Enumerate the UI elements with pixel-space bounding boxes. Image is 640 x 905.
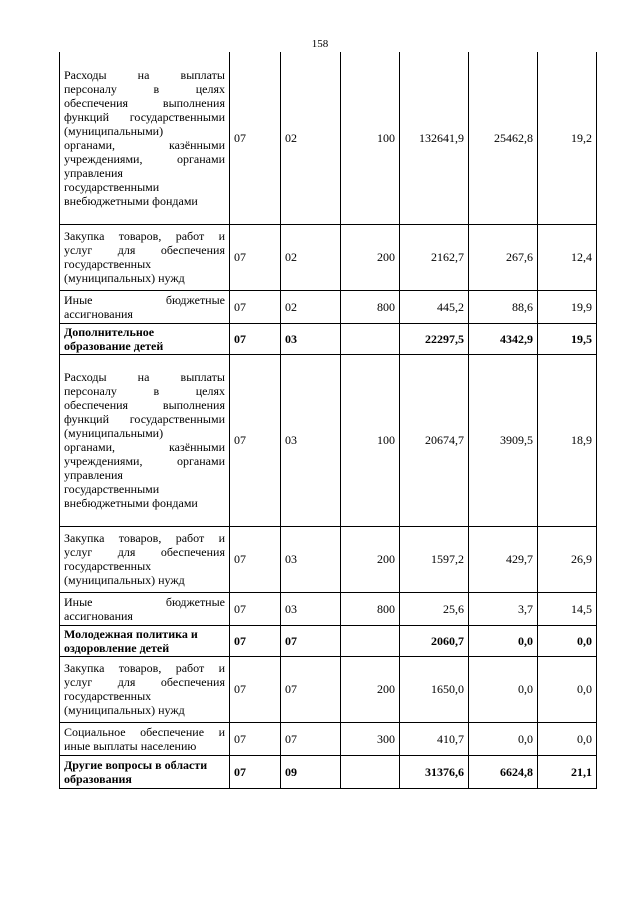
row-name-line: Социальное обеспечение и — [64, 724, 225, 739]
row-name-line: (муниципальных) нужд — [64, 703, 185, 717]
row-name-line: обеспечения выполнения — [64, 95, 225, 110]
row-name-line: персоналу в целях — [64, 81, 225, 96]
row-name-line: Расходы на выплаты — [64, 67, 225, 82]
expense-type-code: 800 — [341, 290, 400, 323]
actual-amount: 25462,8 — [469, 52, 538, 224]
expense-type-code — [341, 755, 400, 788]
table-row — [60, 323, 597, 354]
percent-complete: 0,0 — [538, 656, 597, 722]
row-name-line: государственных — [64, 257, 152, 271]
plan-amount: 1597,2 — [400, 526, 469, 592]
budget-table — [59, 52, 597, 789]
row-name-line: государственных — [64, 559, 152, 573]
subsection-code: 07 — [281, 656, 341, 722]
percent-complete: 21,1 — [538, 755, 597, 788]
table-row — [60, 592, 597, 625]
table-row — [60, 722, 597, 755]
expense-type-code: 100 — [341, 354, 400, 526]
budget-table-body — [60, 52, 597, 788]
section-code: 07 — [230, 323, 281, 354]
row-name — [60, 625, 230, 656]
row-name — [60, 290, 230, 323]
percent-complete: 0,0 — [538, 625, 597, 656]
actual-amount: 267,6 — [469, 224, 538, 290]
subsection-code: 03 — [281, 526, 341, 592]
row-name-line: государственными — [64, 179, 160, 194]
percent-complete: 19,5 — [538, 323, 597, 354]
row-name-line: оздоровление детей — [64, 640, 170, 655]
row-name-line: Молодежная политика и — [64, 626, 198, 641]
row-name-line: Расходы на выплаты — [64, 370, 225, 384]
row-name — [60, 755, 230, 788]
row-name — [60, 323, 230, 354]
plan-amount: 410,7 — [400, 722, 469, 755]
row-name — [60, 224, 230, 290]
row-name — [60, 526, 230, 592]
row-name-line: Другие вопросы в области — [64, 757, 208, 772]
row-name-line: услуг для обеспечения — [64, 675, 225, 689]
table-row — [60, 224, 597, 290]
subsection-code: 03 — [281, 323, 341, 354]
actual-amount: 0,0 — [469, 656, 538, 722]
plan-amount: 1650,0 — [400, 656, 469, 722]
row-name-line: органами, казёнными — [64, 137, 225, 152]
row-name-line: обеспечения выполнения — [64, 398, 225, 412]
table-row — [60, 625, 597, 656]
row-name-line: учреждениями, органами — [64, 454, 225, 468]
plan-amount: 2060,7 — [400, 625, 469, 656]
actual-amount: 3,7 — [469, 592, 538, 625]
table-row — [60, 656, 597, 722]
percent-complete: 12,4 — [538, 224, 597, 290]
section-code: 07 — [230, 592, 281, 625]
row-name-line: управления — [64, 165, 123, 180]
expense-type-code: 800 — [341, 592, 400, 625]
section-code: 07 — [230, 526, 281, 592]
subsection-code: 03 — [281, 354, 341, 526]
row-name-line: внебюджетными фондами — [64, 193, 198, 208]
section-code: 07 — [230, 722, 281, 755]
actual-amount: 0,0 — [469, 625, 538, 656]
percent-complete: 14,5 — [538, 592, 597, 625]
plan-amount: 25,6 — [400, 592, 469, 625]
row-name — [60, 592, 230, 625]
section-code: 07 — [230, 354, 281, 526]
actual-amount: 4342,9 — [469, 323, 538, 354]
row-name-line: иные выплаты населению — [64, 738, 197, 753]
subsection-code: 03 — [281, 592, 341, 625]
page-number: 158 — [311, 38, 329, 50]
row-name-line: услуг для обеспечения — [64, 243, 225, 257]
row-name-line: функций государственными — [64, 412, 225, 426]
row-name-line: образования — [64, 771, 132, 786]
percent-complete: 0,0 — [538, 722, 597, 755]
row-name-line: Закупка товаров, работ и — [64, 229, 225, 243]
row-name-line: (муниципальных) нужд — [64, 271, 185, 285]
row-name-line: государственных — [64, 689, 152, 703]
section-code: 07 — [230, 625, 281, 656]
table-row — [60, 52, 597, 224]
percent-complete: 18,9 — [538, 354, 597, 526]
section-code: 07 — [230, 52, 281, 224]
row-name-line: Дополнительное — [64, 324, 155, 339]
row-name-line: услуг для обеспечения — [64, 545, 225, 559]
row-name-line: управления — [64, 468, 123, 482]
row-name-line: (муниципальными) — [64, 123, 164, 138]
expense-type-code: 200 — [341, 526, 400, 592]
row-name-line: (муниципальных) нужд — [64, 573, 185, 587]
table-row — [60, 290, 597, 323]
plan-amount: 22297,5 — [400, 323, 469, 354]
actual-amount: 88,6 — [469, 290, 538, 323]
row-name — [60, 52, 230, 224]
subsection-code: 07 — [281, 722, 341, 755]
row-name — [60, 722, 230, 755]
section-code: 07 — [230, 290, 281, 323]
actual-amount: 0,0 — [469, 722, 538, 755]
percent-complete: 19,2 — [538, 52, 597, 224]
expense-type-code: 200 — [341, 224, 400, 290]
table-row — [60, 755, 597, 788]
row-name-line: образование детей — [64, 338, 164, 353]
actual-amount: 6624,8 — [469, 755, 538, 788]
row-name-line: органами, казёнными — [64, 440, 225, 454]
table-row — [60, 526, 597, 592]
row-name-line: государственными — [64, 482, 160, 496]
expense-type-code — [341, 323, 400, 354]
expense-type-code: 300 — [341, 722, 400, 755]
subsection-code: 02 — [281, 290, 341, 323]
plan-amount: 445,2 — [400, 290, 469, 323]
row-name-line: учреждениями, органами — [64, 151, 225, 166]
row-name-line: Иные бюджетные — [64, 292, 225, 307]
percent-complete: 19,9 — [538, 290, 597, 323]
section-code: 07 — [230, 656, 281, 722]
row-name — [60, 354, 230, 526]
row-name — [60, 656, 230, 722]
percent-complete: 26,9 — [538, 526, 597, 592]
row-name-line: персоналу в целях — [64, 384, 225, 398]
plan-amount: 132641,9 — [400, 52, 469, 224]
subsection-code: 02 — [281, 224, 341, 290]
actual-amount: 429,7 — [469, 526, 538, 592]
section-code: 07 — [230, 224, 281, 290]
section-code: 07 — [230, 755, 281, 788]
row-name-line: внебюджетными фондами — [64, 496, 198, 510]
actual-amount: 3909,5 — [469, 354, 538, 526]
row-name-line: (муниципальными) — [64, 426, 164, 440]
plan-amount: 20674,7 — [400, 354, 469, 526]
expense-type-code: 200 — [341, 656, 400, 722]
subsection-code: 02 — [281, 52, 341, 224]
row-name-line: ассигнования — [64, 608, 133, 623]
expense-type-code — [341, 625, 400, 656]
expense-type-code: 100 — [341, 52, 400, 224]
subsection-code: 09 — [281, 755, 341, 788]
row-name-line: Иные бюджетные — [64, 594, 225, 609]
table-row — [60, 354, 597, 526]
row-name-line: Закупка товаров, работ и — [64, 531, 225, 545]
subsection-code: 07 — [281, 625, 341, 656]
plan-amount: 31376,6 — [400, 755, 469, 788]
row-name-line: функций государственными — [64, 109, 225, 124]
row-name-line: ассигнования — [64, 306, 133, 321]
row-name-line: Закупка товаров, работ и — [64, 661, 225, 675]
plan-amount: 2162,7 — [400, 224, 469, 290]
